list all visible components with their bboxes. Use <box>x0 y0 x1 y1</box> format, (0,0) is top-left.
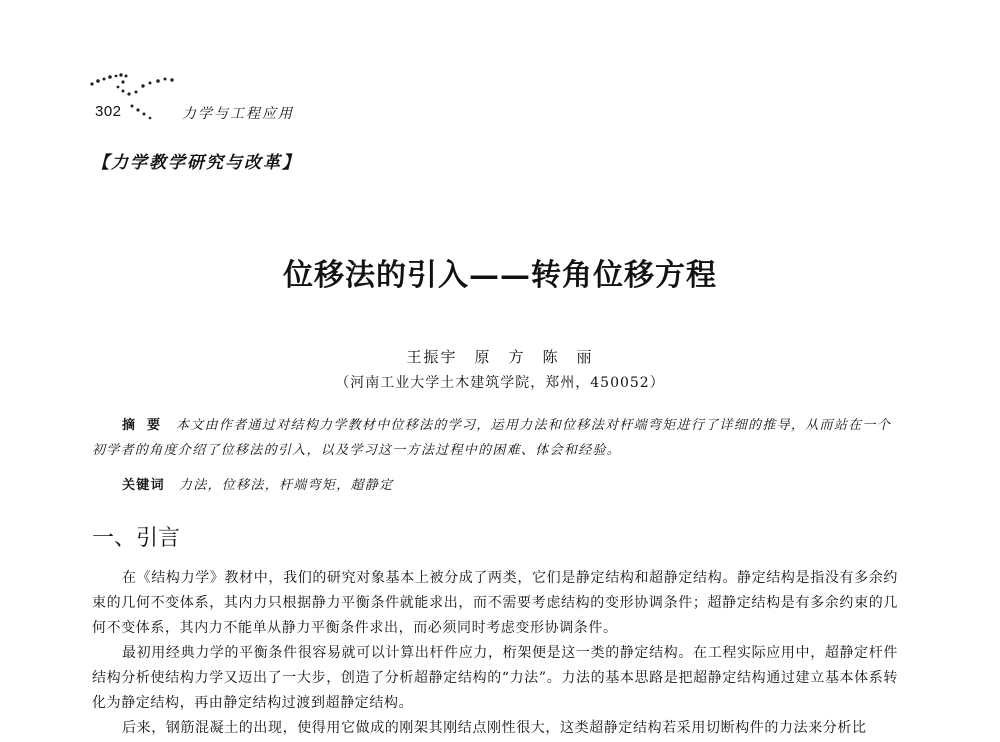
paragraph: 在《结构力学》教材中，我们的研究对象基本上被分成了两类，它们是静定结构和超静定结构。静定结构是指没有多余约束的几何不变体系，其内力只根据静力平衡条件就能求出，而不需要考虑结构的变形协调条件；超静定结构是有多余约束的几何不变体系，其内力不能单从静力平衡条件求出，而必须同时考虑变形协调条件。 <box>92 570 898 636</box>
abstract-text: 本文由作者通过对结构力学教材中位移法的学习，运用力法和位移法对杆端弯矩进行了详细的推导，从而站在一个初学者的角度介绍了位移法的引入，以及学习这一方法过程中的困难、体会和经验。 <box>92 418 892 458</box>
abstract-label: 摘要 <box>122 418 173 433</box>
paragraph: 后来，钢筋混凝土的出现，使得用它做成的刚架其刚结点刚性很大，这类超静定结构若采用切断构件的力法来分析比 <box>122 720 867 736</box>
authors: 王振宇 原 方 陈 丽 <box>406 348 594 366</box>
section-tag: 【力学教学研究与改革】 <box>92 153 301 173</box>
page-number: 302 <box>95 103 122 120</box>
paper-title: 位移法的引入——转角位移方程 <box>283 258 717 293</box>
body-text <box>92 566 898 741</box>
section-heading: 一、引言 <box>92 526 181 551</box>
abstract <box>92 413 892 463</box>
affiliation: （河南工业大学土木建筑学院，郑州，450052） <box>335 375 665 391</box>
keywords-label: 关键词 <box>122 478 165 493</box>
keywords <box>122 474 892 493</box>
paragraph: 最初用经典力学的平衡条件很容易就可以计算出杆件应力，桁架便是这一类的静定结构。在工程实际应用中，超静定杆件结构分析使结构力学又迈出了一大步，创造了分析超静定结构的“力法”。力法的基本思路是把超静定结构通过建立基本体系转化为静定结构，再由静定结构过渡到超静定结构。 <box>92 645 898 711</box>
journal-name: 力学与工程应用 <box>182 106 294 122</box>
keywords-text: 力法，位移法，杆端弯矩，超静定 <box>178 478 394 493</box>
